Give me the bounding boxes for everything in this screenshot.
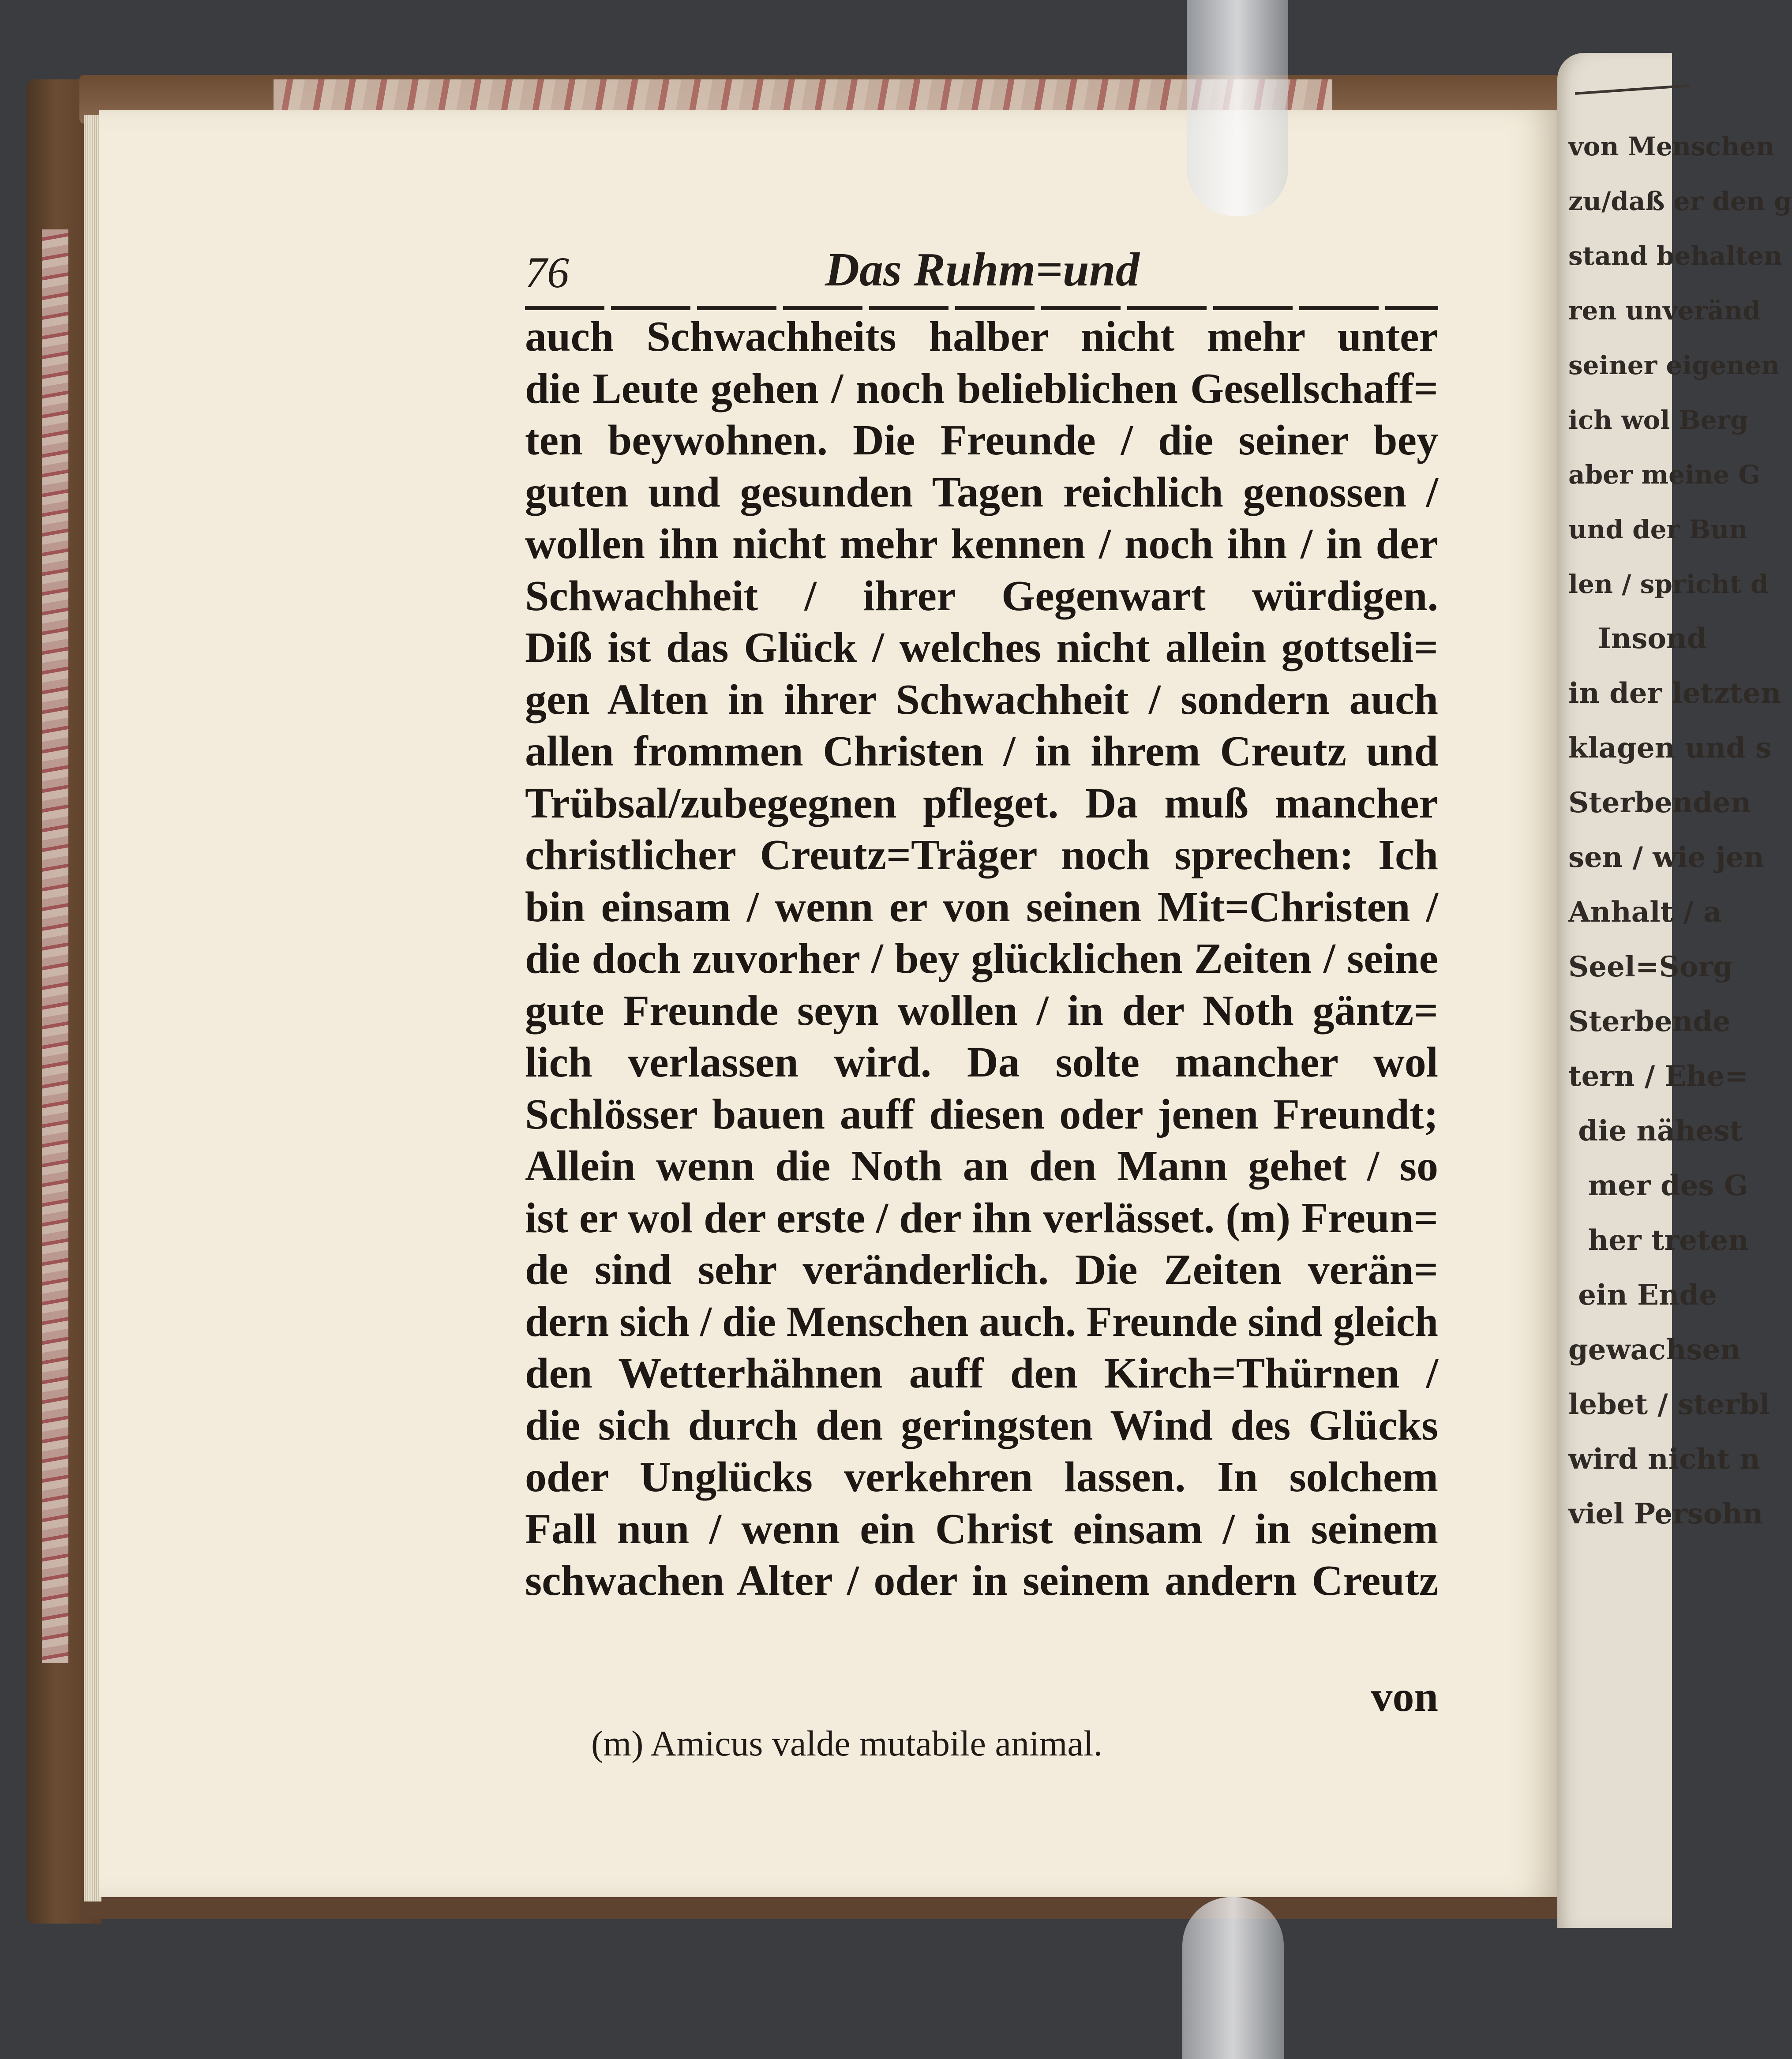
facing-page-line: Anhalt / a: [1568, 896, 1722, 929]
facing-page-line: klagen und s: [1568, 731, 1772, 765]
facing-page-rule: [1575, 84, 1690, 95]
facing-page-line: viel Persohn: [1568, 1497, 1763, 1530]
text-line: gute Freunde seyn wollen / in der Noth gäntz=: [525, 986, 1438, 1035]
text-line: christlicher Creutz=Träger noch sprechen: Ich: [525, 831, 1438, 879]
facing-page-line: sen / wie jen: [1568, 841, 1765, 874]
text-line: die Leute gehen / noch belieblichen Gesellschaff=: [525, 364, 1438, 413]
facing-page: [1557, 53, 1792, 1928]
page-number: 76: [525, 248, 569, 297]
running-title: Das Ruhm=und: [825, 244, 1140, 296]
text-line: wollen ihn nicht mehr kennen / noch ihn / in der: [525, 520, 1438, 568]
facing-page-line: mer des G: [1568, 1169, 1748, 1202]
page-clip-bottom: [1182, 1897, 1284, 2059]
text-line: Allein wenn die Noth an den Mann gehet / so: [525, 1142, 1438, 1190]
text-line: gen Alten in ihrer Schwachheit / sondern auch: [525, 675, 1438, 724]
text-line: die doch zuvorher / bey glücklichen Zeiten / seine: [525, 935, 1438, 983]
text-line: Schlösser bauen auff diesen oder jenen Freundt;: [525, 1090, 1438, 1138]
facing-page-line: stand behalten: [1568, 241, 1783, 271]
text-line: Fall nun / wenn ein Christ einsam / in seinem: [525, 1505, 1438, 1553]
facing-page-line: Seel=Sorg: [1568, 950, 1733, 983]
facing-page-line: ein Ende: [1568, 1279, 1717, 1312]
text-line: Trübsal/zubegegnen pfleget. Da muß mancher: [525, 779, 1438, 827]
facing-page-line: und der Bun: [1568, 514, 1748, 544]
facing-page-line: seiner eigenen: [1568, 350, 1780, 380]
page-clip-top: [1187, 0, 1288, 216]
facing-page-line: Insond: [1568, 622, 1707, 655]
facing-page-line: die nähest: [1568, 1114, 1743, 1148]
text-line: bin einsam / wenn er von seinen Mit=Christen /: [525, 883, 1438, 931]
facing-page-text: [1568, 119, 1792, 1541]
facing-page-line: gewachsen: [1568, 1333, 1741, 1366]
facing-page-line: len / spricht d: [1568, 569, 1769, 599]
facing-page-line: Sterbende: [1568, 1005, 1731, 1038]
text-line: de sind sehr veränderlich. Die Zeiten verän=: [525, 1246, 1438, 1294]
page-header: [525, 238, 1438, 296]
footnote: (m) Amicus valde mutabile animal.: [591, 1723, 1103, 1763]
body-text: [525, 311, 1438, 1607]
facing-page-line: zu/daß er den g: [1568, 186, 1792, 216]
text-line: Diß ist das Glück / welches nicht allein gottseli=: [525, 624, 1438, 671]
text-line: ist er wol der erste / der ihn verlässet. (m) Freun=: [525, 1194, 1438, 1242]
facing-page-line: wird nicht n: [1568, 1443, 1760, 1476]
marbled-endpaper-left: [42, 229, 68, 1663]
facing-page-line: von Menschen: [1568, 131, 1775, 161]
text-line: schwachen Alter / oder in seinem andern Creutz: [525, 1557, 1438, 1605]
text-line: den Wetterhähnen auff den Kirch=Thürnen /: [525, 1350, 1438, 1397]
text-line: Schwachheit / ihrer Gegenwart würdigen.: [525, 572, 1438, 620]
facing-page-line: lebet / sterbl: [1568, 1388, 1770, 1421]
text-line: guten und gesunden Tagen reichlich genossen /: [525, 468, 1438, 516]
facing-page-line: her treten: [1568, 1224, 1749, 1257]
text-line: die sich durch den geringsten Wind des Glücks: [525, 1401, 1438, 1449]
facing-page-line: Sterbenden: [1568, 786, 1751, 819]
text-line: auch Schwachheits halber nicht mehr unter: [525, 313, 1438, 360]
text-line: dern sich / die Menschen auch. Freunde sind gleich: [525, 1298, 1438, 1346]
catchword: von: [1371, 1673, 1438, 1721]
text-line: oder Unglücks verkehren lassen. In solchem: [525, 1453, 1438, 1501]
facing-page-line: ren unveränd: [1568, 296, 1761, 326]
text-line: allen frommen Christen / in ihrem Creutz und: [525, 728, 1438, 775]
text-line: lich verlassen wird. Da solte mancher wol: [525, 1039, 1438, 1086]
marbled-endpaper-top: [274, 79, 1332, 110]
page-block-edges: [84, 115, 101, 1901]
facing-page-line: aber meine G: [1568, 460, 1760, 490]
facing-page-line: tern / Ehe=: [1568, 1060, 1749, 1093]
text-line: ten beywohnen. Die Freunde / die seiner bey: [525, 416, 1438, 464]
facing-page-line: ich wol Berg: [1568, 405, 1748, 435]
facing-page-line: in der letzten: [1568, 677, 1781, 710]
header-rule: [525, 306, 1438, 310]
